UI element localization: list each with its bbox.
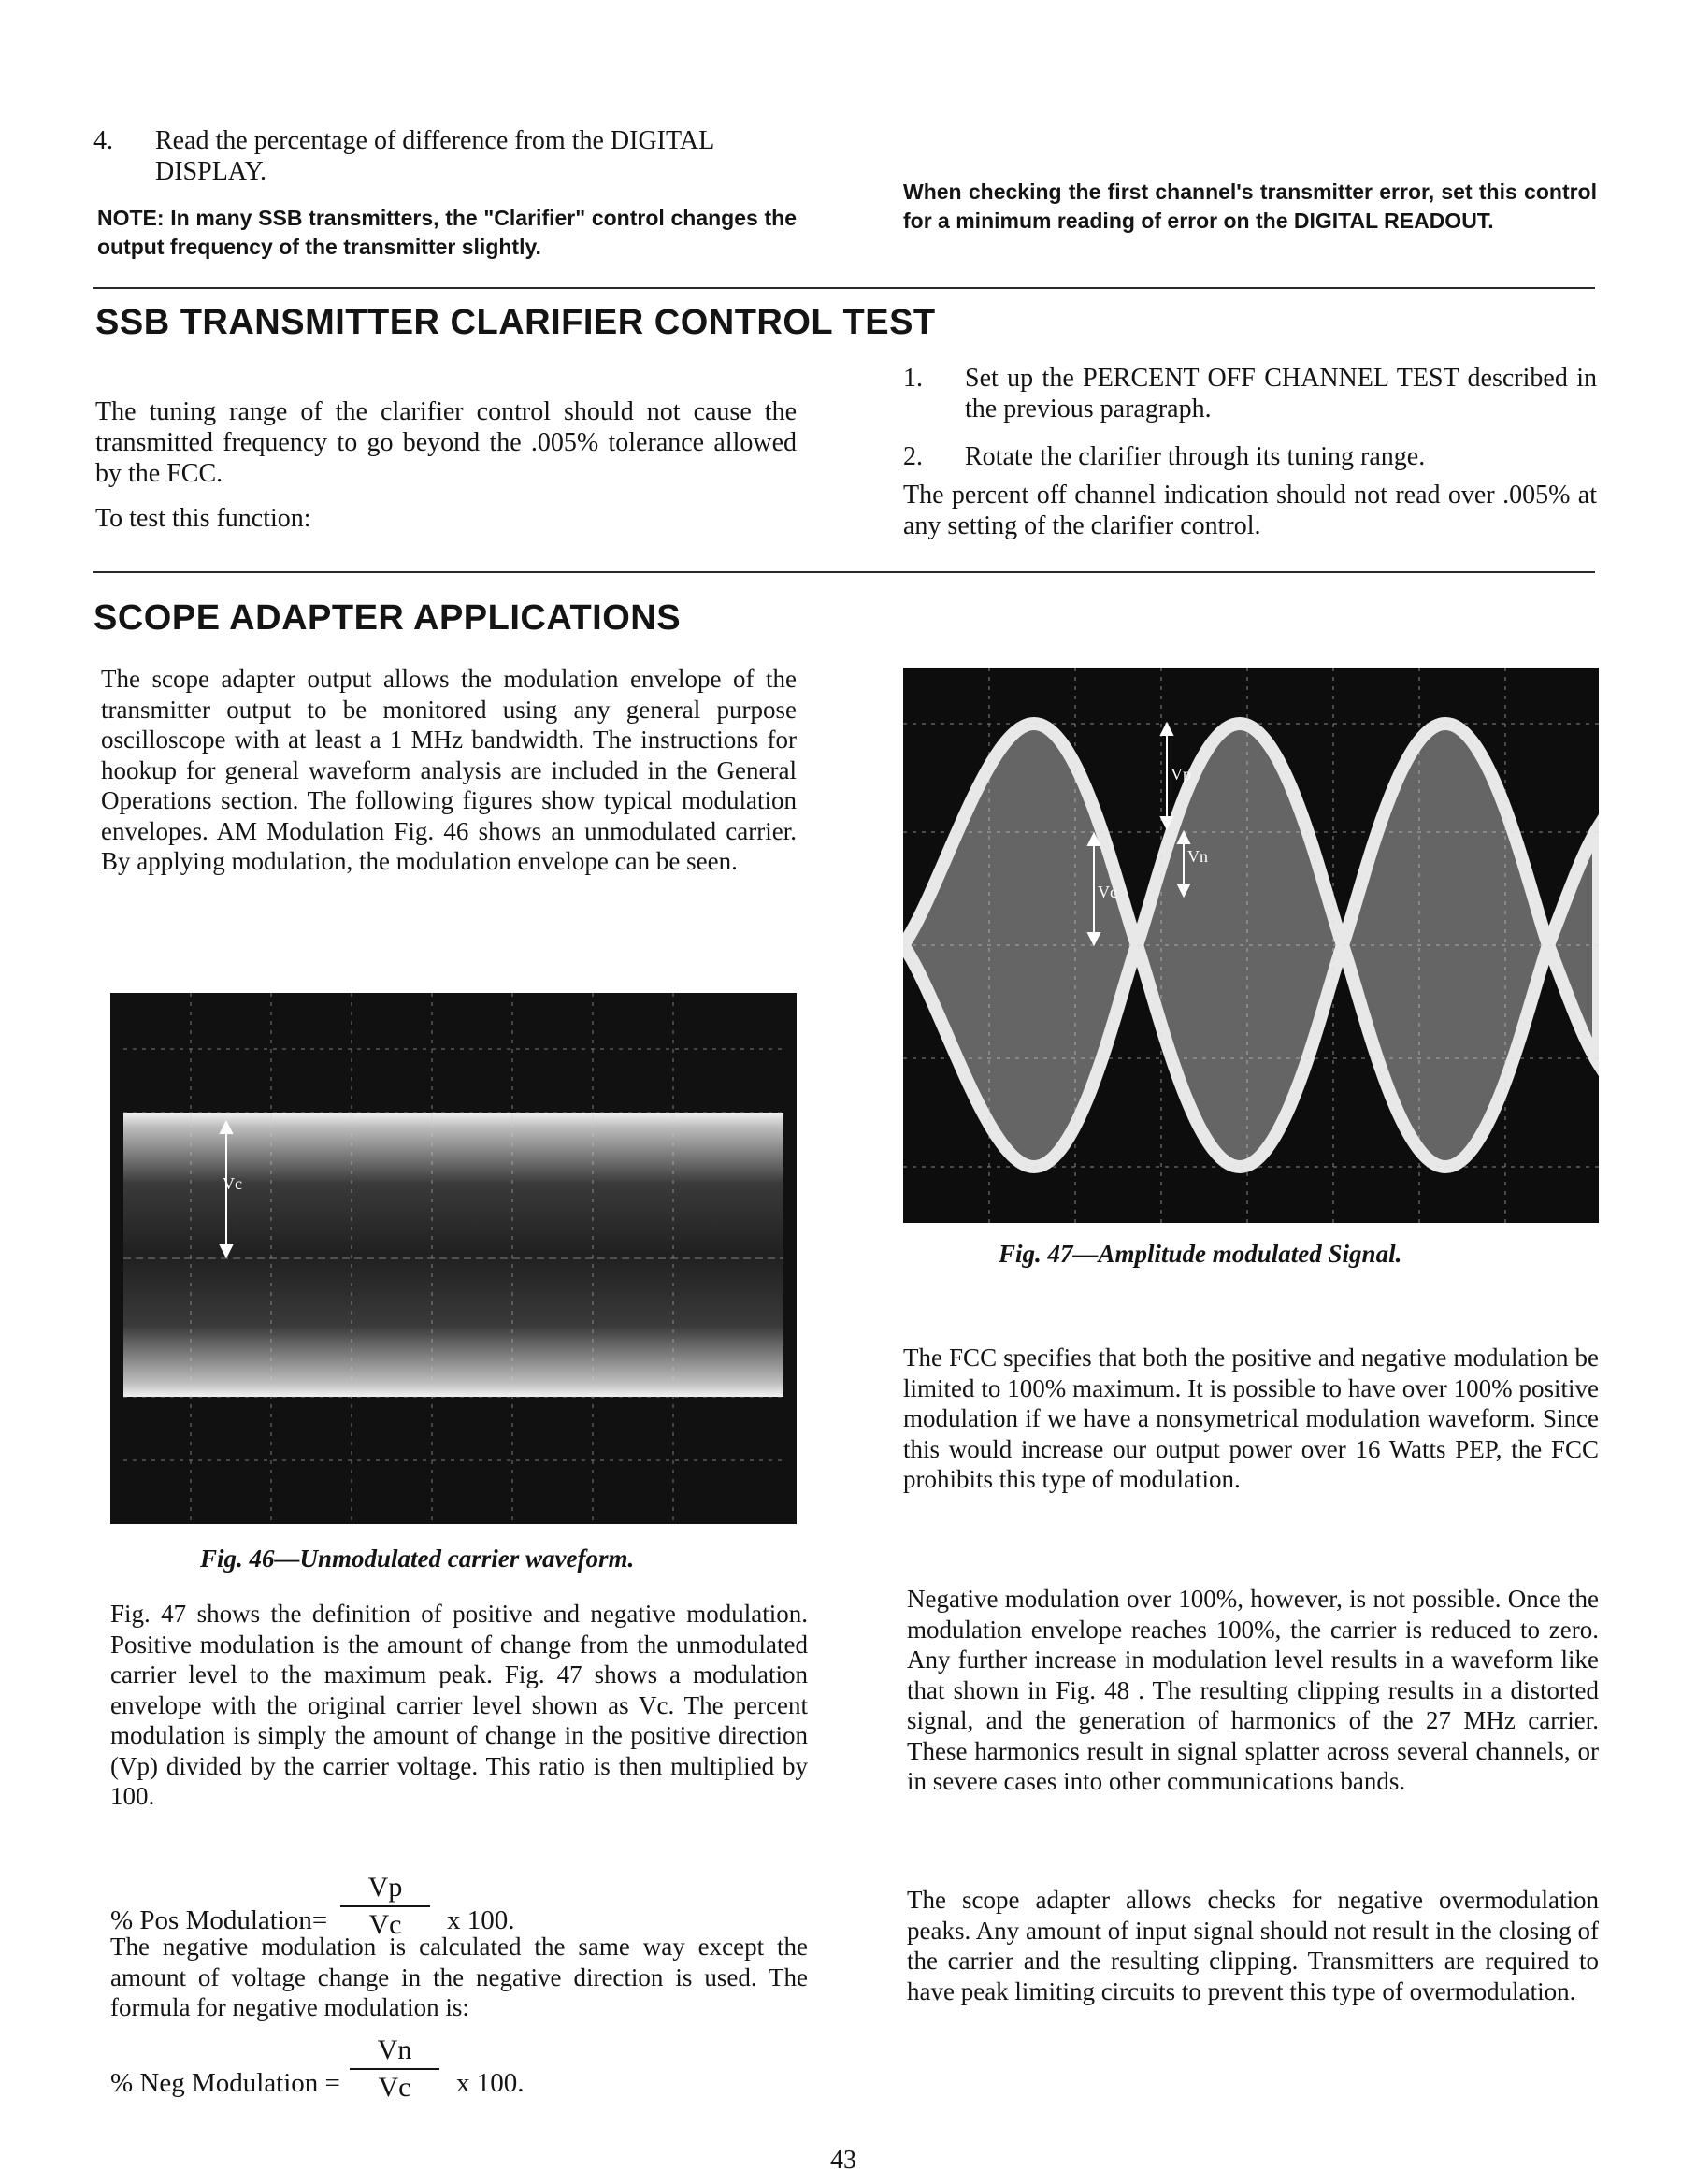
formula-numerator: Vn (377, 2034, 412, 2065)
paragraph-negative-over-100: Negative modulation over 100%, however, is not possible. Once the modulation envelope reaches 100%, the carrier is reduced to zero. Any further increase in modulation level results in a waveform like that shown in Fig. 48 . The resulting clipping results in a distorted signal, and the generation of harmonics of the 27 MHz carrier. These harmonics result in signal splatter across several channels, or in severe cases into other communications bands. (907, 1585, 1599, 1795)
figure-47-oscilloscope (903, 668, 1599, 1223)
fraction-bar (350, 2068, 439, 2070)
section-heading-scope: SCOPE ADAPTER APPLICATIONS (93, 598, 682, 638)
paragraph-to-test: To test this function: (95, 504, 311, 533)
divider-rule (93, 287, 1595, 289)
step-number: 1. (903, 364, 923, 393)
formula-denominator: Vc (378, 2072, 411, 2103)
figure-47-caption: Fig. 47—Amplitude modulated Signal. (999, 1240, 1402, 1268)
formula-label: % Neg Modulation = (110, 2068, 340, 2098)
label-vc: Vc (223, 1174, 242, 1193)
paragraph-tuning-range: The tuning range of the clarifier control should not cause the transmitted frequency to go beyond the .005% tolerance allowed by the FCC. (95, 397, 797, 488)
label-vc: Vc (1098, 883, 1117, 901)
formula-multiplier: x 100. (447, 1905, 515, 1935)
fraction-bar (340, 1905, 430, 1907)
formula-label: % Pos Modulation= (110, 1905, 328, 1935)
step-text: Set up the PERCENT OFF CHANNEL TEST described in the previous paragraph. (965, 364, 1597, 424)
formula-fraction (340, 1872, 430, 1941)
note-clarifier: NOTE: In many SSB transmitters, the "Clarifier" control changes the output frequency of the transmitter slightly. (97, 206, 797, 259)
step-text: Rotate the clarifier through its tuning range. (965, 442, 1426, 471)
paragraph-scope-adapter-checks: The scope adapter allows checks for negative overmodulation peaks. Any amount of input signal should not result in the closing of the carrier and the resulting clipping. Transmitters are required to have peak limiting circuits to prevent this type of overmodulation. (907, 1886, 1599, 2005)
label-vp: Vp (1171, 765, 1191, 783)
formula-numerator: Vp (367, 1872, 403, 1903)
step-4 (93, 125, 797, 187)
paragraph-fig47-definition: Fig. 47 shows the definition of positive and negative modulation. Positive modulation is the amount of change from the unmodulated carrier level to the maximum peak. Fig. 47 shows a modulation envelope with the original carrier level shown as Vc. The percent modulation is simply the amount of change in the positive direction (Vp) divided by the carrier voltage. This ratio is then multiplied by 100. (110, 1600, 808, 1810)
step-number: 2. (903, 442, 923, 471)
section-heading-clarifier: SSB TRANSMITTER CLARIFIER CONTROL TEST (95, 303, 936, 342)
clarifier-step-1 (903, 363, 1597, 424)
paragraph-fcc-limits: The FCC specifies that both the positive and negative modulation be limited to 100% maximum. It is possible to have over 100% positive modulation if we have a nonsymetrical modulation waveform. Since this would increase our output power over 16 Watts PEP, the FCC prohibits this type of modulation. (903, 1343, 1599, 1493)
formula-denominator: Vc (368, 1909, 402, 1940)
paragraph-scope-intro: The scope adapter output allows the modulation envelope of the transmitter output to be monitored using any general purpose oscilloscope with at least a 1 MHz bandwidth. The instructions for hookup for general waveform analysis are included in the General Operations section. The following figures show typical modulation envelopes. AM Modulation Fig. 46 shows an unmodulated carrier. By applying modulation, the modulation envelope can be seen. (101, 665, 797, 875)
paragraph-percent-off: The percent off channel indication should not read over .005% at any setting of the clarifier control. (903, 481, 1597, 540)
formula-multiplier: x 100. (456, 2068, 525, 2098)
clarifier-step-2 (903, 441, 1597, 472)
carrier-envelope (123, 1113, 783, 1397)
paragraph-negative-modulation: The negative modulation is calculated the same way except the amount of voltage change in the negative direction is used. The formula for negative modulation is: (110, 1933, 808, 2021)
note-first-channel: When checking the first channel's transmitter error, set this control for a minimum reading of error on the DIGITAL READOUT. (903, 180, 1597, 233)
divider-rule (93, 571, 1595, 573)
figure-46-oscilloscope (110, 993, 797, 1524)
page-number: 43 (830, 2146, 856, 2175)
label-vn: Vn (1187, 847, 1208, 866)
step-text: Read the percentage of difference from the DIGITAL DISPLAY. (155, 126, 714, 186)
step-number: 4. (93, 126, 113, 155)
figure-46-caption: Fig. 46—Unmodulated carrier waveform. (200, 1545, 635, 1573)
formula-negative-modulation (110, 2034, 596, 2128)
formula-fraction (350, 2034, 439, 2104)
